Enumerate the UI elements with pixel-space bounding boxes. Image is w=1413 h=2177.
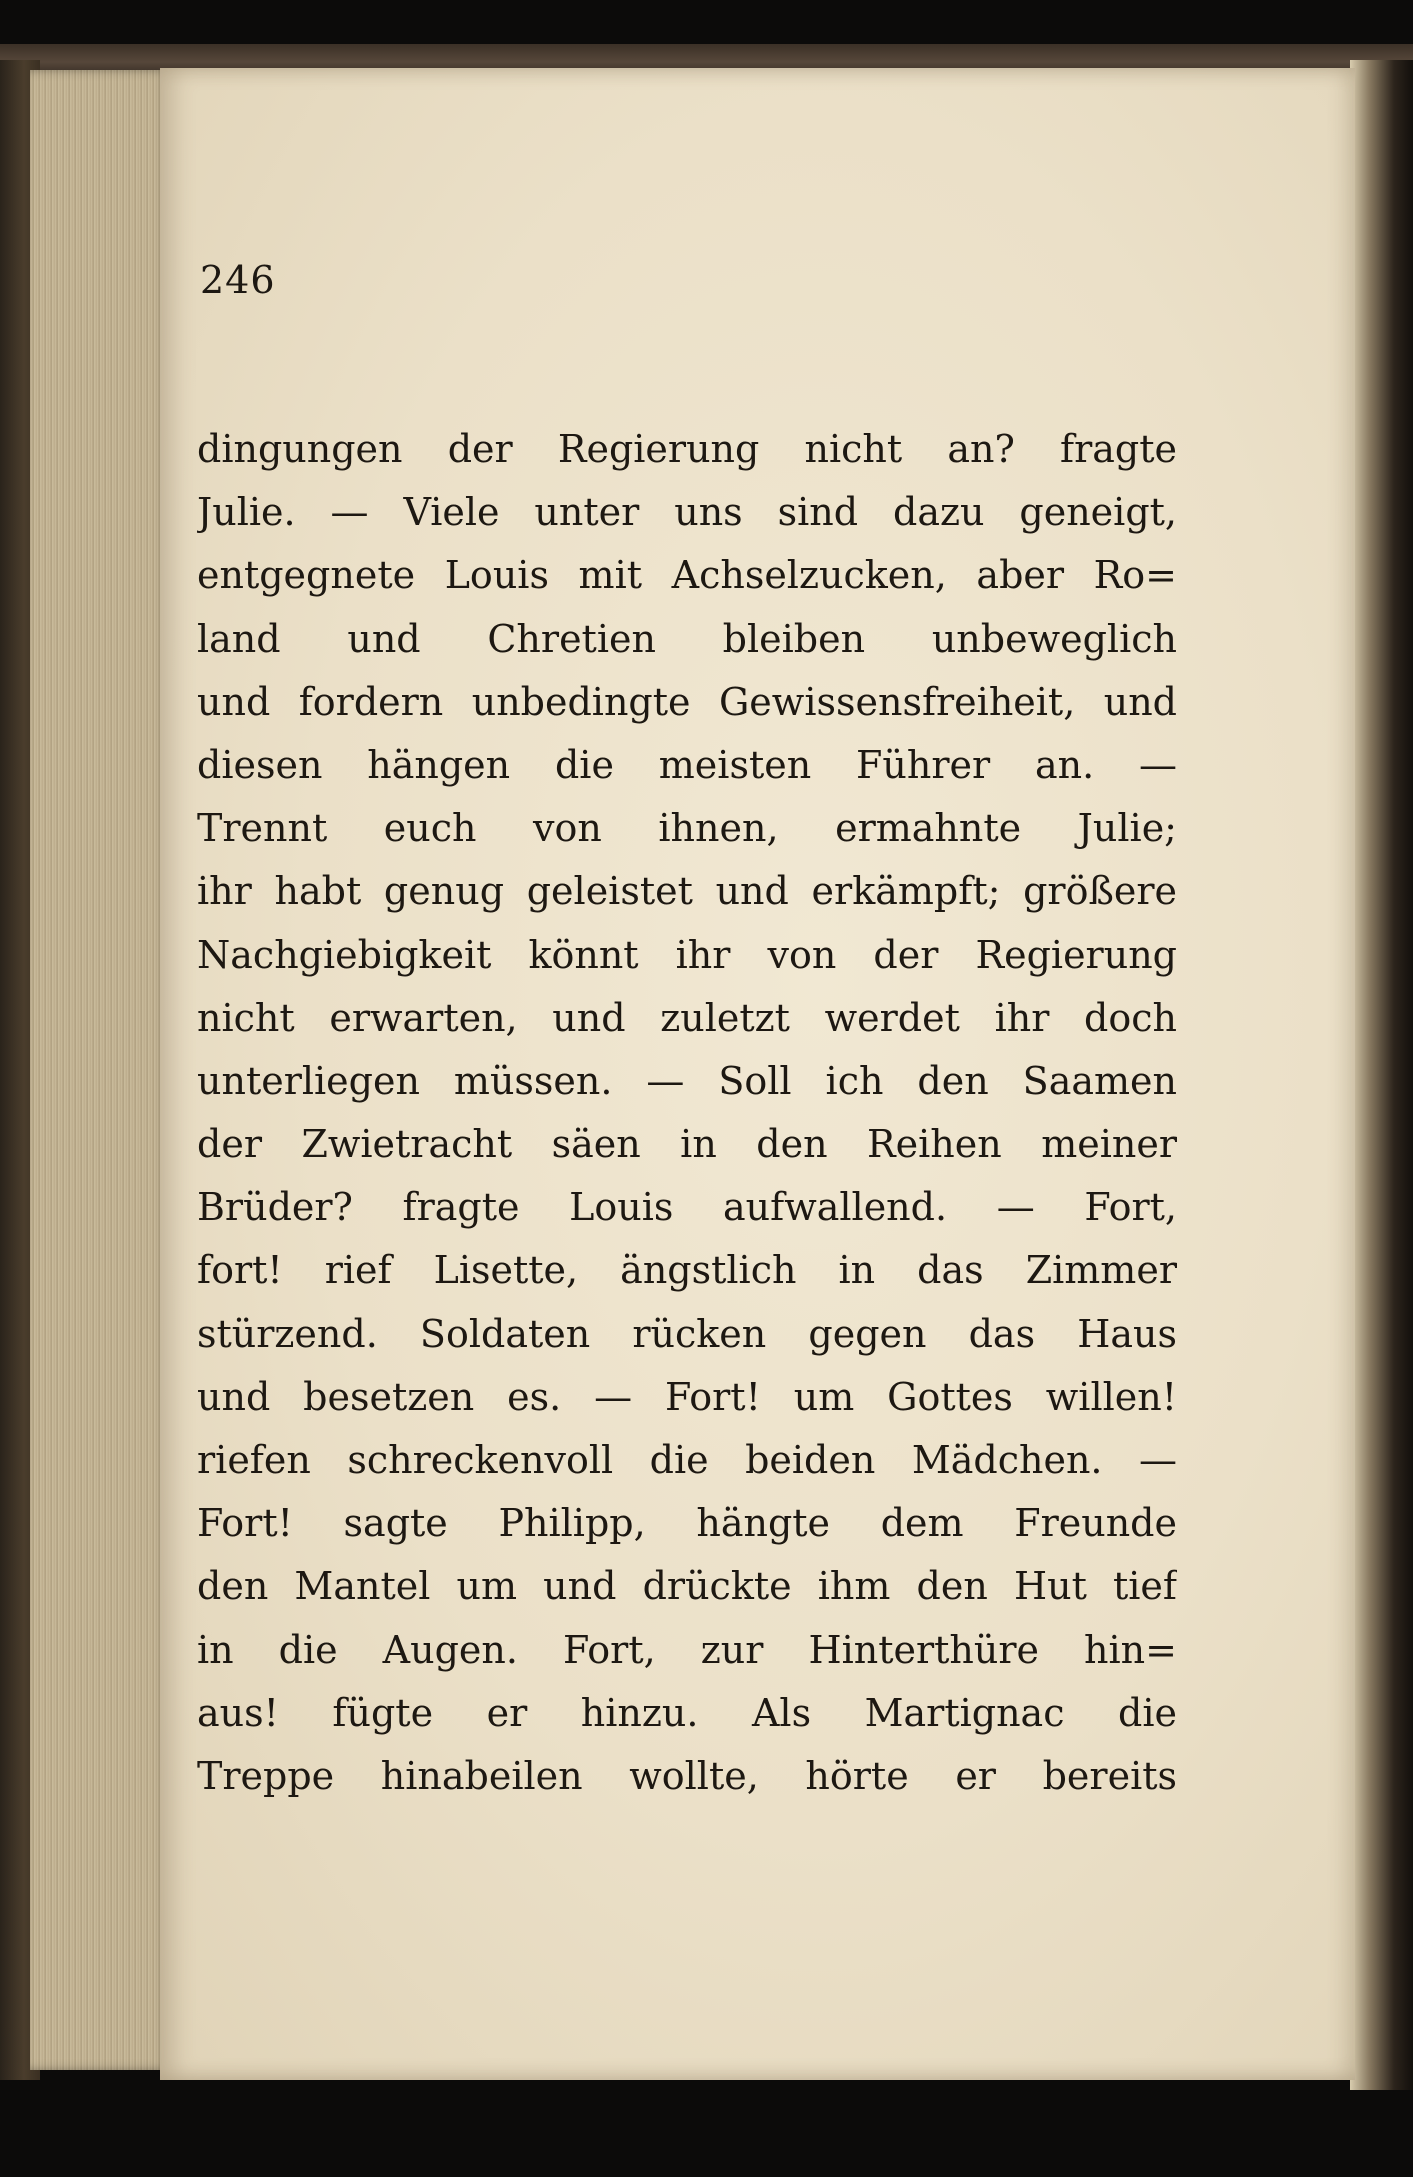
text-line: fort! rief Lisette, ängstlich in das Zimmer <box>197 1248 1177 1293</box>
text-line: entgegnete Louis mit Achselzucken, aber Ro= <box>197 553 1177 598</box>
body-text <box>197 418 1177 1808</box>
text-line: unterliegen müssen. — Soll ich den Saamen <box>197 1058 1177 1103</box>
text-line: nicht erwarten, und zuletzt werdet ihr doch <box>197 995 1177 1040</box>
text-line: den Mantel um und drückte ihm den Hut tief <box>197 1564 1177 1609</box>
page-edges-stack <box>30 70 170 2070</box>
text-line: und besetzen es. — Fort! um Gottes willen! <box>197 1374 1177 1419</box>
text-line: stürzend. Soldaten rücken gegen das Haus <box>197 1311 1177 1356</box>
text-line: riefen schreckenvoll die beiden Mädchen. — <box>197 1438 1177 1482</box>
text-line: land und Chretien bleiben unbeweglich <box>197 616 1177 661</box>
text-line: dingungen der Regierung nicht an? fragte <box>197 427 1177 471</box>
text-line: ihr habt genug geleistet und erkämpft; größere <box>197 869 1177 914</box>
text-line: in die Augen. Fort, zur Hinterthüre hin= <box>197 1627 1177 1672</box>
page-number: 246 <box>200 258 276 302</box>
text-line: der Zwietracht säen in den Reihen meiner <box>197 1122 1177 1167</box>
text-line: Trennt euch von ihnen, ermahnte Julie; <box>197 806 1177 851</box>
text-line: und fordern unbedingte Gewissensfreiheit, und <box>197 679 1177 724</box>
text-line: aus! fügte er hinzu. Als Martignac die <box>197 1690 1177 1735</box>
book-right-edge <box>1350 60 1413 2090</box>
text-line: Brüder? fragte Louis aufwallend. — Fort, <box>197 1185 1177 1230</box>
text-line: Treppe hinabeilen wollte, hörte er bereits <box>197 1753 1177 1798</box>
text-line: diesen hängen die meisten Führer an. — <box>197 742 1177 787</box>
text-line: Julie. — Viele unter uns sind dazu geneigt, <box>197 490 1177 535</box>
text-line: Nachgiebigkeit könnt ihr von der Regierung <box>197 932 1177 977</box>
text-line: Fort! sagte Philipp, hängte dem Freunde <box>197 1501 1177 1546</box>
